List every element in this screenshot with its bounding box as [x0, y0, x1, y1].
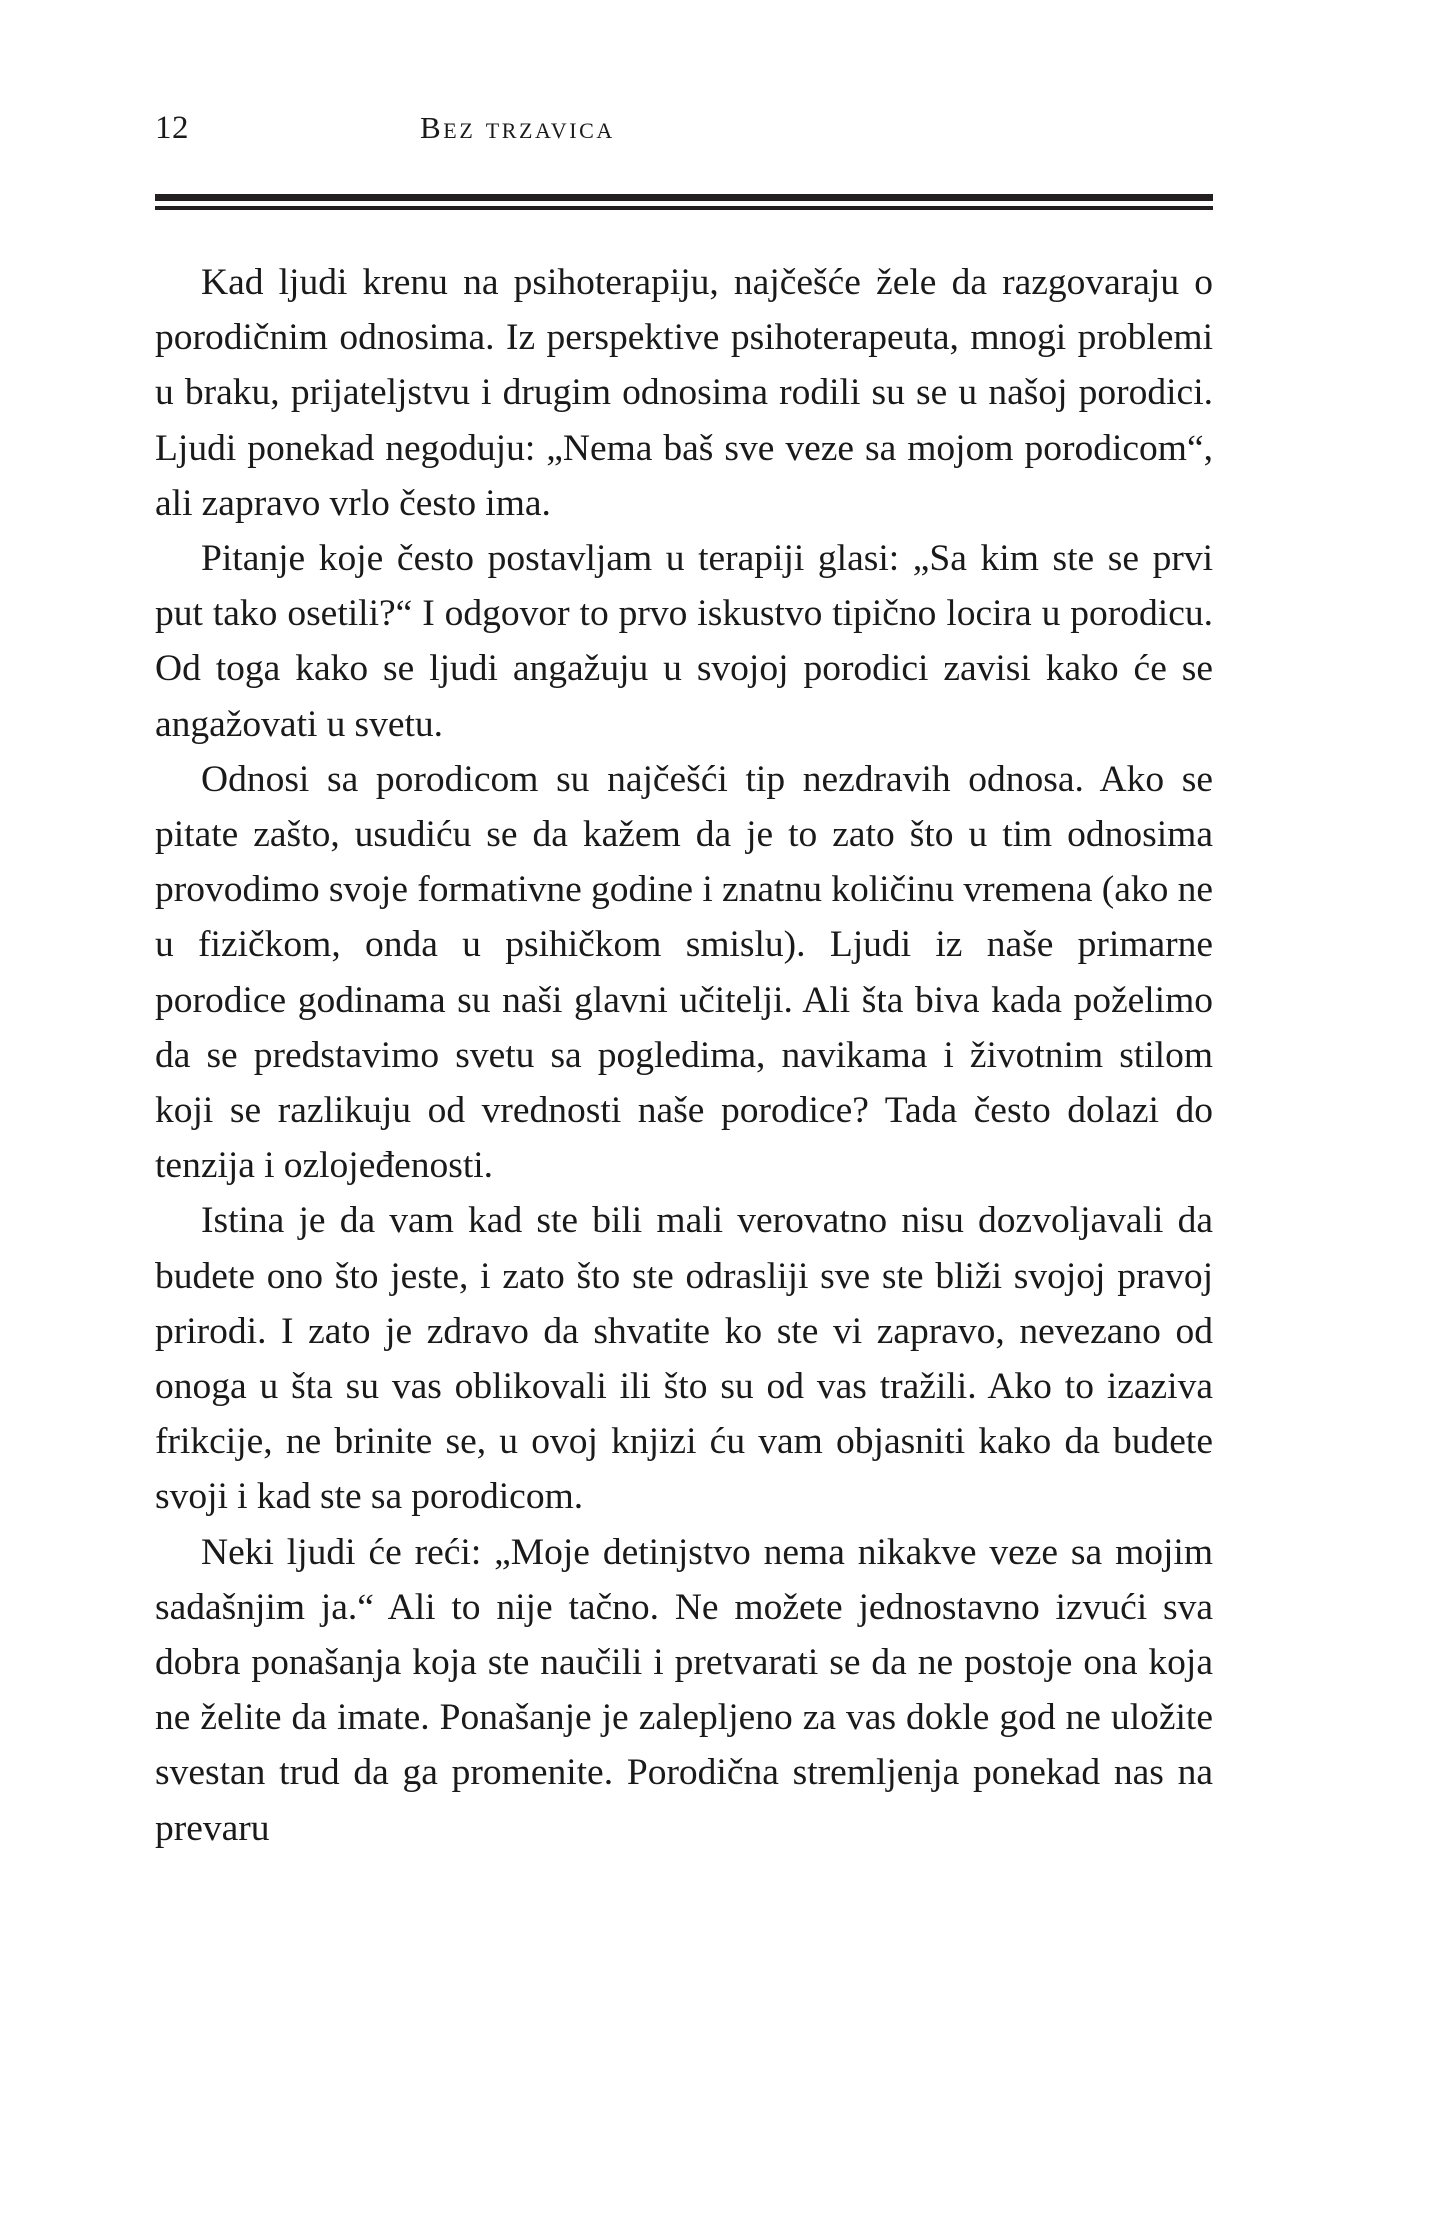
- paragraph: Istina je da vam kad ste bili mali verovatno nisu dozvoljavali da budete ono što jeste, i zato što ste odrasliji sve ste bliži svojoj pravoj prirodi. I zato je zdravo da shvatite ko ste vi zapravo, nevezano od onoga u šta su vas oblikovali ili što su od vas tražili. Ako to izaziva frikcije, ne brinite se, u ovoj knjizi ću vam objasniti kako da budete svoji i kad ste sa porodicom.: [155, 1200, 1213, 1518]
- page-number: 12: [155, 110, 189, 146]
- body-text-block: [155, 255, 1213, 1856]
- running-head-title: Bez trzavica: [420, 110, 615, 145]
- paragraph: Kad ljudi krenu na psihoterapiju, najčešće žele da razgovaraju o porodičnim odnosima. Iz perspektive psihoterapeuta, mnogi problemi u braku, prijateljstvu i drugim odnosima rodili su se u našoj porodici. Ljudi ponekad negoduju: „Nema baš sve veze sa mojom porodicom“, ali zapravo vrlo često ima.: [155, 262, 1213, 524]
- rule-thick-line: [155, 194, 1213, 201]
- running-head: [155, 112, 1213, 162]
- paragraph: Neki ljudi će reći: „Moje detinjstvo nema nikakve veze sa mojim sadašnjim ja.“ Ali to nije tačno. Ne možete jednostavno izvući sva dobra ponašanja koja ste naučili i pretvarati se da ne postoje ona koja ne želite da imate. Ponašanje je zalepljeno za vas dokle god ne uložite svestan trud da ga promenite. Porodična stremljenja ponekad nas na prevaru: [155, 1531, 1213, 1849]
- paragraph: Pitanje koje često postavljam u terapiji glasi: „Sa kim ste se prvi put tako osetili?“ I odgovor to prvo iskustvo tipično locira u porodicu. Od toga kako se ljudi angažuju u svojoj porodici zavisi kako će se angažovati u svetu.: [155, 538, 1213, 745]
- rule-thin-line: [155, 206, 1213, 210]
- paragraph: Odnosi sa porodicom su najčešći tip nezdravih odnosa. Ako se pitate zašto, usudiću se da kažem da je to zato što u tim odnosima provodimo svoje formativne godine i znatnu količinu vremena (ako ne u fizičkom, onda u psihičkom smislu). Ljudi iz naše primarne porodice godinama su naši glavni učitelji. Ali šta biva kada poželimo da se predstavimo svetu sa pogledima, navikama i životnim stilom koji se razlikuju od vrednosti naše porodice? Tada često dolazi do tenzija i ozlojeđenosti.: [155, 758, 1213, 1187]
- header-double-rule: [155, 194, 1213, 210]
